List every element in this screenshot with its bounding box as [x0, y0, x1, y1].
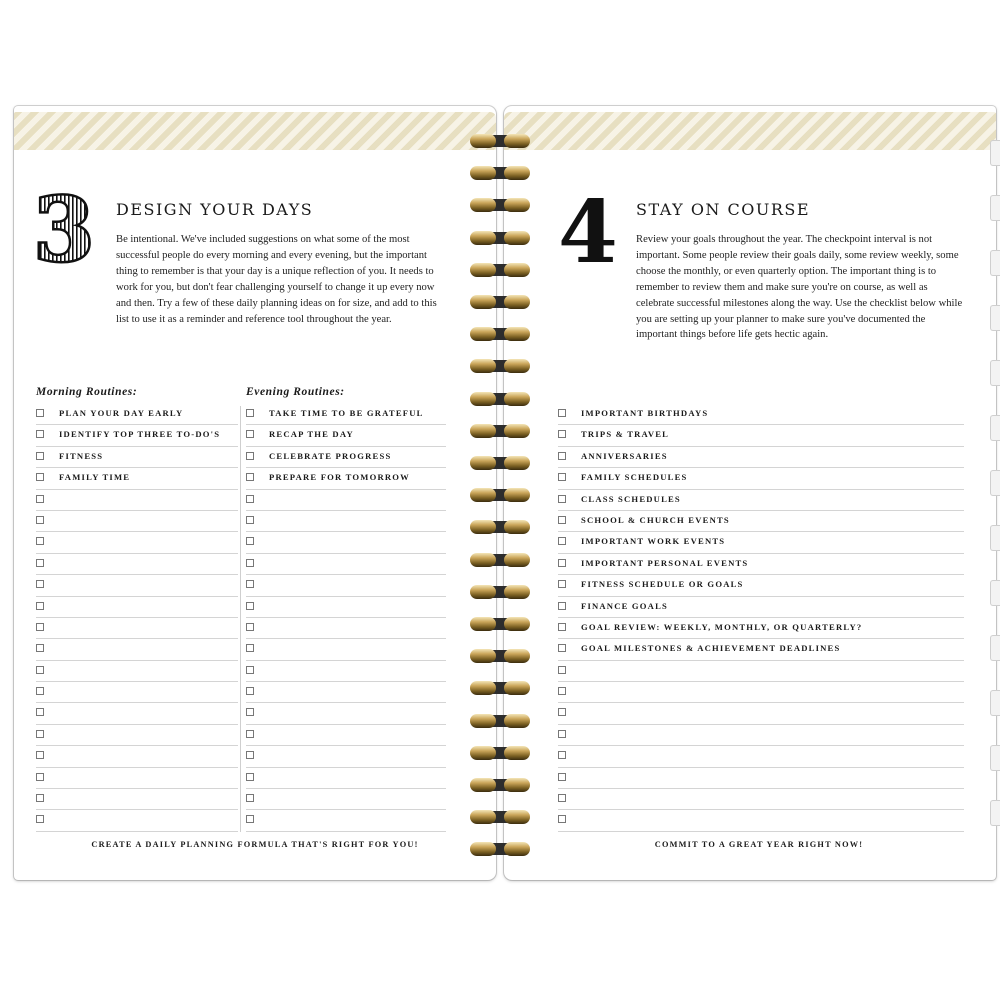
checklist-row: [36, 554, 238, 575]
side-tab[interactable]: [990, 525, 1000, 551]
side-tab[interactable]: [990, 305, 1000, 331]
checklist-row: [558, 703, 964, 724]
checklist-row: [36, 768, 238, 789]
checklist-item-label: FITNESS SCHEDULE OR GOALS: [581, 579, 744, 590]
wire-coil: [466, 583, 534, 601]
morning-routines-list: [36, 404, 238, 832]
checkbox[interactable]: [36, 473, 44, 481]
checkbox[interactable]: [36, 430, 44, 438]
checklist-row: [36, 789, 238, 810]
checklist-item-label: IDENTIFY TOP THREE TO-DO'S: [59, 429, 221, 440]
side-tab[interactable]: [990, 635, 1000, 661]
column-divider: [240, 406, 241, 832]
evening-routines-title: Evening Routines:: [246, 386, 345, 398]
checkbox[interactable]: [246, 666, 254, 674]
side-tab[interactable]: [990, 690, 1000, 716]
wire-coil: [466, 615, 534, 633]
wire-coil: [466, 132, 534, 150]
evening-routines-list: [246, 404, 446, 832]
side-tab[interactable]: [990, 250, 1000, 276]
checkbox[interactable]: [246, 516, 254, 524]
checklist-row: [246, 511, 446, 532]
checklist-row: [246, 682, 446, 703]
checkbox[interactable]: [36, 794, 44, 802]
wire-coil: [466, 164, 534, 182]
checkbox[interactable]: [36, 666, 44, 674]
checklist-row: [36, 404, 238, 425]
checkbox[interactable]: [36, 623, 44, 631]
checkbox[interactable]: [558, 537, 566, 545]
spiral-binding: [466, 132, 534, 872]
checkbox[interactable]: [558, 644, 566, 652]
checkbox[interactable]: [558, 730, 566, 738]
wire-coil: [466, 325, 534, 343]
checklist-row: [246, 447, 446, 468]
checkbox[interactable]: [558, 580, 566, 588]
checklist-row: [558, 404, 964, 425]
decorative-stripe-band: [504, 112, 996, 150]
checkbox[interactable]: [558, 623, 566, 631]
checklist-item-label: CELEBRATE PROGRESS: [269, 450, 392, 461]
checklist-row: [246, 425, 446, 446]
checkbox[interactable]: [246, 773, 254, 781]
checklist-item-label: FAMILY TIME: [59, 472, 131, 483]
checklist-row: [246, 404, 446, 425]
checkbox[interactable]: [246, 730, 254, 738]
checkbox[interactable]: [246, 794, 254, 802]
wire-coil: [466, 840, 534, 858]
checklist-row: [246, 768, 446, 789]
section-number-3-glyph: 3: [34, 192, 94, 268]
checkbox[interactable]: [558, 794, 566, 802]
checklist-row: [36, 682, 238, 703]
checklist-row: [246, 468, 446, 489]
section-number-4: 4: [558, 182, 618, 283]
wire-coil: [466, 293, 534, 311]
checkbox[interactable]: [36, 409, 44, 417]
checklist-item-label: GOAL REVIEW: WEEKLY, MONTHLY, OR QUARTERLY?: [581, 621, 863, 632]
checklist-row: [558, 468, 964, 489]
checklist-item-label: FAMILY SCHEDULES: [581, 472, 688, 483]
checklist-row: [246, 618, 446, 639]
checkbox[interactable]: [36, 602, 44, 610]
side-tab[interactable]: [990, 415, 1000, 441]
checklist-row: [558, 789, 964, 810]
checkbox[interactable]: [558, 687, 566, 695]
checklist-item-label: IMPORTANT PERSONAL EVENTS: [581, 557, 749, 568]
right-heading: STAY ON COURSE: [636, 200, 811, 219]
checklist-row: [36, 703, 238, 724]
checklist-item-label: TRIPS & TRAVEL: [581, 429, 670, 440]
wire-coil: [466, 647, 534, 665]
checkbox[interactable]: [246, 430, 254, 438]
checklist-row: [36, 575, 238, 596]
checklist-row: [246, 639, 446, 660]
checklist-row: [246, 810, 446, 831]
checklist-row: [36, 425, 238, 446]
checkbox[interactable]: [558, 815, 566, 823]
checklist-row: [558, 490, 964, 511]
checkbox[interactable]: [246, 473, 254, 481]
checklist-row: [558, 425, 964, 446]
left-paragraph: Be intentional. We've included suggestions on what some of the most successful people do every morning and every evening, but the important thing to remember is that your day is a unique reflection of you. It needs to work for you, but don't fear challenging yourself to change it up every now and then. Try a few of these daily planning ideas on for size, and add to this list to use it as a reminder and reference tool throughout the year.: [116, 234, 437, 325]
checklist-row: [246, 789, 446, 810]
checkbox[interactable]: [246, 815, 254, 823]
checklist-row: [558, 618, 964, 639]
checklist-row: [36, 597, 238, 618]
checklist-row: [36, 618, 238, 639]
checkbox[interactable]: [246, 559, 254, 567]
checklist-row: [36, 725, 238, 746]
checklist-row: [36, 810, 238, 831]
checkbox[interactable]: [36, 516, 44, 524]
side-tab[interactable]: [990, 800, 1000, 826]
checkbox[interactable]: [558, 409, 566, 417]
checklist-row: [246, 725, 446, 746]
right-page: [504, 106, 996, 880]
checklist-row: [246, 703, 446, 724]
checkbox[interactable]: [558, 708, 566, 716]
checklist-row: [36, 511, 238, 532]
checkbox[interactable]: [36, 773, 44, 781]
checklist-row: [246, 661, 446, 682]
checklist-row: [36, 639, 238, 660]
checkbox[interactable]: [558, 559, 566, 567]
wire-coil: [466, 712, 534, 730]
checkbox[interactable]: [246, 623, 254, 631]
checklist-item-label: GOAL MILESTONES & ACHIEVEMENT DEADLINES: [581, 643, 841, 654]
checklist-row: [558, 768, 964, 789]
checkbox[interactable]: [246, 644, 254, 652]
checkbox[interactable]: [246, 602, 254, 610]
checklist-item-label: CLASS SCHEDULES: [581, 493, 681, 504]
side-tab[interactable]: [990, 140, 1000, 166]
checklist-item-label: IMPORTANT BIRTHDAYS: [581, 408, 709, 418]
checkbox[interactable]: [246, 751, 254, 759]
checkbox[interactable]: [558, 602, 566, 610]
checklist-item-label: ANNIVERSARIES: [581, 450, 668, 461]
wire-coil: [466, 390, 534, 408]
checkbox[interactable]: [558, 452, 566, 460]
wire-coil: [466, 776, 534, 794]
checkbox[interactable]: [558, 495, 566, 503]
checklist-row: [246, 597, 446, 618]
checkbox[interactable]: [558, 666, 566, 674]
checklist-item-label: IMPORTANT WORK EVENTS: [581, 536, 726, 547]
wire-coil: [466, 551, 534, 569]
wire-coil: [466, 486, 534, 504]
checklist-row: [558, 597, 964, 618]
checklist-item-label: FITNESS: [59, 450, 104, 461]
checkbox[interactable]: [36, 580, 44, 588]
checklist-row: [558, 511, 964, 532]
checklist-item-label: FINANCE GOALS: [581, 600, 668, 611]
checklist-row: [246, 575, 446, 596]
checkbox[interactable]: [36, 730, 44, 738]
right-paragraph: Review your goals throughout the year. The checkpoint interval is not important. Some people review their goals daily, some review weekly, some choose the monthly, or even quarterly option. The important thing is to remember to review them and make sure you're on course, as well as celebrate successful milestones along the way. Use the checklist below while you are setting up your planner to make sure you've documented the important things before life gets hectic again.: [636, 234, 963, 341]
wire-coil: [466, 422, 534, 440]
checklist-row: [558, 575, 964, 596]
wire-coil: [466, 357, 534, 375]
goal-checklist: [558, 404, 964, 832]
checkbox[interactable]: [246, 409, 254, 417]
checkbox[interactable]: [36, 537, 44, 545]
checkbox[interactable]: [36, 452, 44, 460]
checklist-row: [558, 447, 964, 468]
checklist-row: [558, 725, 964, 746]
checkbox[interactable]: [558, 773, 566, 781]
checklist-item-label: RECAP THE DAY: [269, 429, 354, 440]
checkbox[interactable]: [246, 495, 254, 503]
wire-coil: [466, 196, 534, 214]
checklist-row: [246, 746, 446, 767]
wire-coil: [466, 454, 534, 472]
checklist-row: [558, 661, 964, 682]
checkbox[interactable]: [558, 516, 566, 524]
side-tab[interactable]: [990, 360, 1000, 386]
checklist-row: [558, 810, 964, 831]
checkbox[interactable]: [36, 644, 44, 652]
side-tab[interactable]: [990, 745, 1000, 771]
checklist-row: [558, 746, 964, 767]
checkbox[interactable]: [36, 495, 44, 503]
decorative-stripe-band: [14, 112, 496, 150]
checklist-item-label: TAKE TIME TO BE GRATEFUL: [269, 408, 424, 418]
checklist-row: [36, 447, 238, 468]
checklist-row: [558, 682, 964, 703]
checklist-item-label: SCHOOL & CHURCH EVENTS: [581, 514, 730, 525]
checkbox[interactable]: [246, 687, 254, 695]
wire-coil: [466, 679, 534, 697]
right-footer: COMMIT TO A GREAT YEAR RIGHT NOW!: [654, 840, 864, 849]
checkbox[interactable]: [36, 687, 44, 695]
checklist-row: [246, 554, 446, 575]
checkbox[interactable]: [36, 751, 44, 759]
month-tabs: [990, 140, 1000, 860]
wire-coil: [466, 744, 534, 762]
wire-coil: [466, 808, 534, 826]
checkbox[interactable]: [36, 708, 44, 716]
checkbox[interactable]: [558, 751, 566, 759]
checkbox[interactable]: [246, 580, 254, 588]
checklist-row: [36, 746, 238, 767]
checklist-row: [558, 532, 964, 553]
checkbox[interactable]: [246, 537, 254, 545]
checklist-row: [36, 661, 238, 682]
side-tab[interactable]: [990, 195, 1000, 221]
wire-coil: [466, 261, 534, 279]
side-tab[interactable]: [990, 580, 1000, 606]
checklist-row: [246, 490, 446, 511]
checkbox[interactable]: [558, 473, 566, 481]
left-heading: DESIGN YOUR DAYS: [116, 200, 314, 219]
wire-coil: [466, 518, 534, 536]
checklist-row: [246, 532, 446, 553]
checklist-row: [558, 639, 964, 660]
left-footer: CREATE A DAILY PLANNING FORMULA THAT'S RIGHT FOR YOU!: [91, 840, 419, 849]
checkbox[interactable]: [246, 452, 254, 460]
checkbox[interactable]: [558, 430, 566, 438]
checkbox[interactable]: [36, 815, 44, 823]
checkbox[interactable]: [36, 559, 44, 567]
checklist-row: [36, 490, 238, 511]
checklist-row: [36, 532, 238, 553]
wire-coil: [466, 229, 534, 247]
checklist-row: [36, 468, 238, 489]
left-page: [14, 106, 496, 880]
morning-routines-title: Morning Routines:: [36, 386, 138, 398]
checklist-row: [558, 554, 964, 575]
checkbox[interactable]: [246, 708, 254, 716]
section-number-3: [32, 192, 102, 268]
checklist-item-label: PREPARE FOR TOMORROW: [269, 472, 410, 483]
checklist-item-label: PLAN YOUR DAY EARLY: [59, 408, 184, 418]
side-tab[interactable]: [990, 470, 1000, 496]
